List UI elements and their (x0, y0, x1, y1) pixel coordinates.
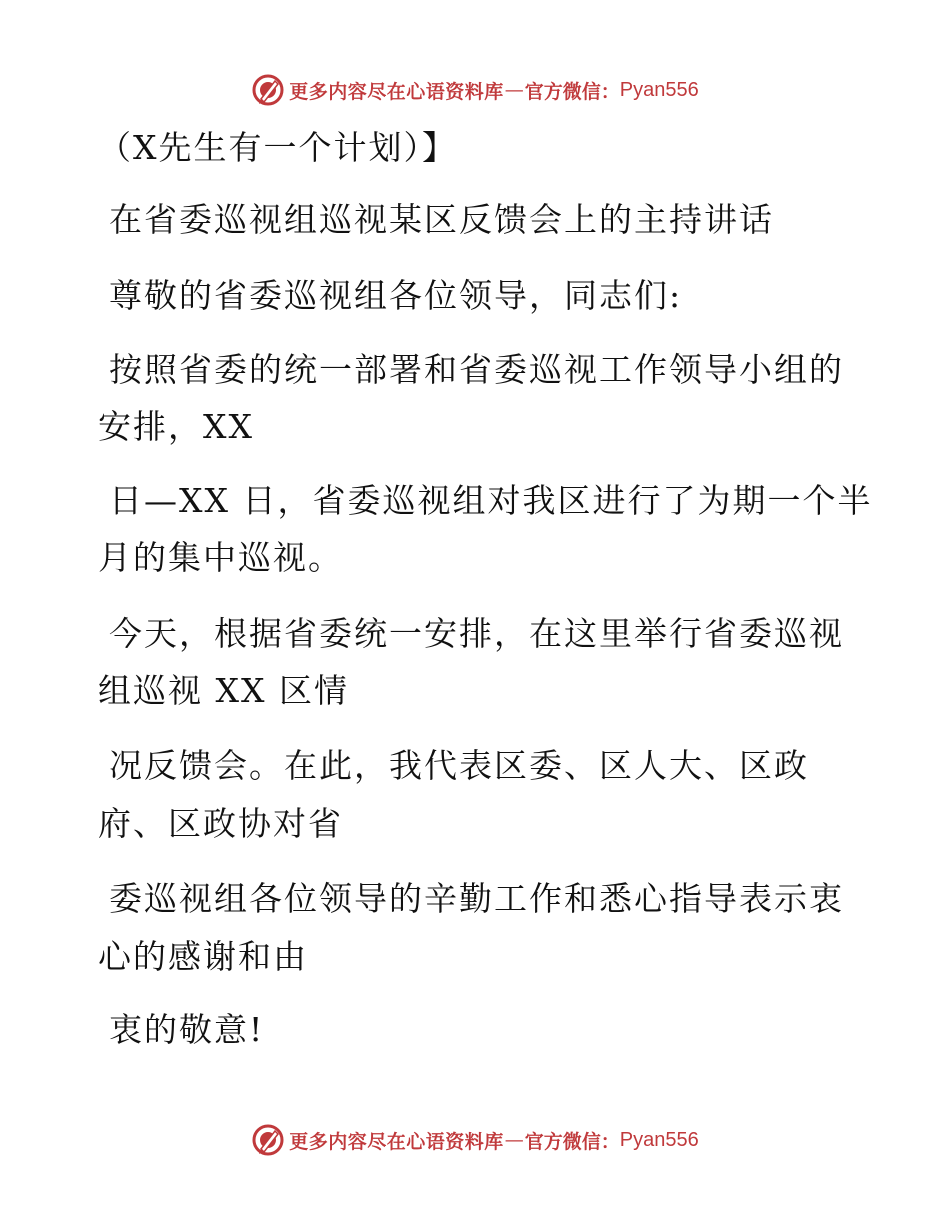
banner-wechat-id: Pyan556 (619, 1128, 699, 1151)
banner-slogan: 更多内容尽在心语资料库 (289, 1130, 504, 1153)
doc-line: 月的集中巡视。 (98, 538, 343, 577)
doc-line: 况反馈会。在此，我代表区委、区人大、区政 (109, 746, 809, 785)
pen-logo-icon (251, 1123, 285, 1157)
banner-separator: — (504, 79, 524, 101)
doc-line: 衷的敬意! (109, 1010, 265, 1049)
banner-wechat-label: 官方微信： (524, 1130, 620, 1153)
doc-line: 心的感谢和由 (98, 937, 308, 976)
banner-wechat-id: Pyan556 (619, 78, 699, 101)
doc-line: 安排，XX (98, 407, 254, 446)
banner-slogan: 更多内容尽在心语资料库 (289, 80, 504, 103)
pen-logo-icon (251, 73, 285, 107)
banner-wechat-label: 官方微信： (524, 80, 620, 103)
doc-line: 委巡视组各位领导的辛勤工作和悉心指导表示衷 (109, 879, 844, 918)
doc-line: 今天，根据省委统一安排，在这里举行省委巡视 (109, 614, 844, 653)
header-banner (0, 70, 950, 110)
doc-salutation: 尊敬的省委巡视组各位领导，同志们: (109, 276, 683, 315)
doc-line: 日—XX 日，省委巡视组对我区进行了为期一个半 (109, 481, 873, 520)
footer-banner (0, 1120, 950, 1160)
banner-separator: — (504, 1129, 524, 1151)
doc-line: 组巡视 XX 区情 (98, 671, 349, 710)
doc-line: （X先生有一个计划）】 (98, 128, 457, 167)
doc-title: 在省委巡视组巡视某区反馈会上的主持讲话 (109, 200, 774, 239)
doc-line: 按照省委的统一部署和省委巡视工作领导小组的 (109, 350, 844, 389)
doc-line: 府、区政协对省 (98, 804, 343, 843)
